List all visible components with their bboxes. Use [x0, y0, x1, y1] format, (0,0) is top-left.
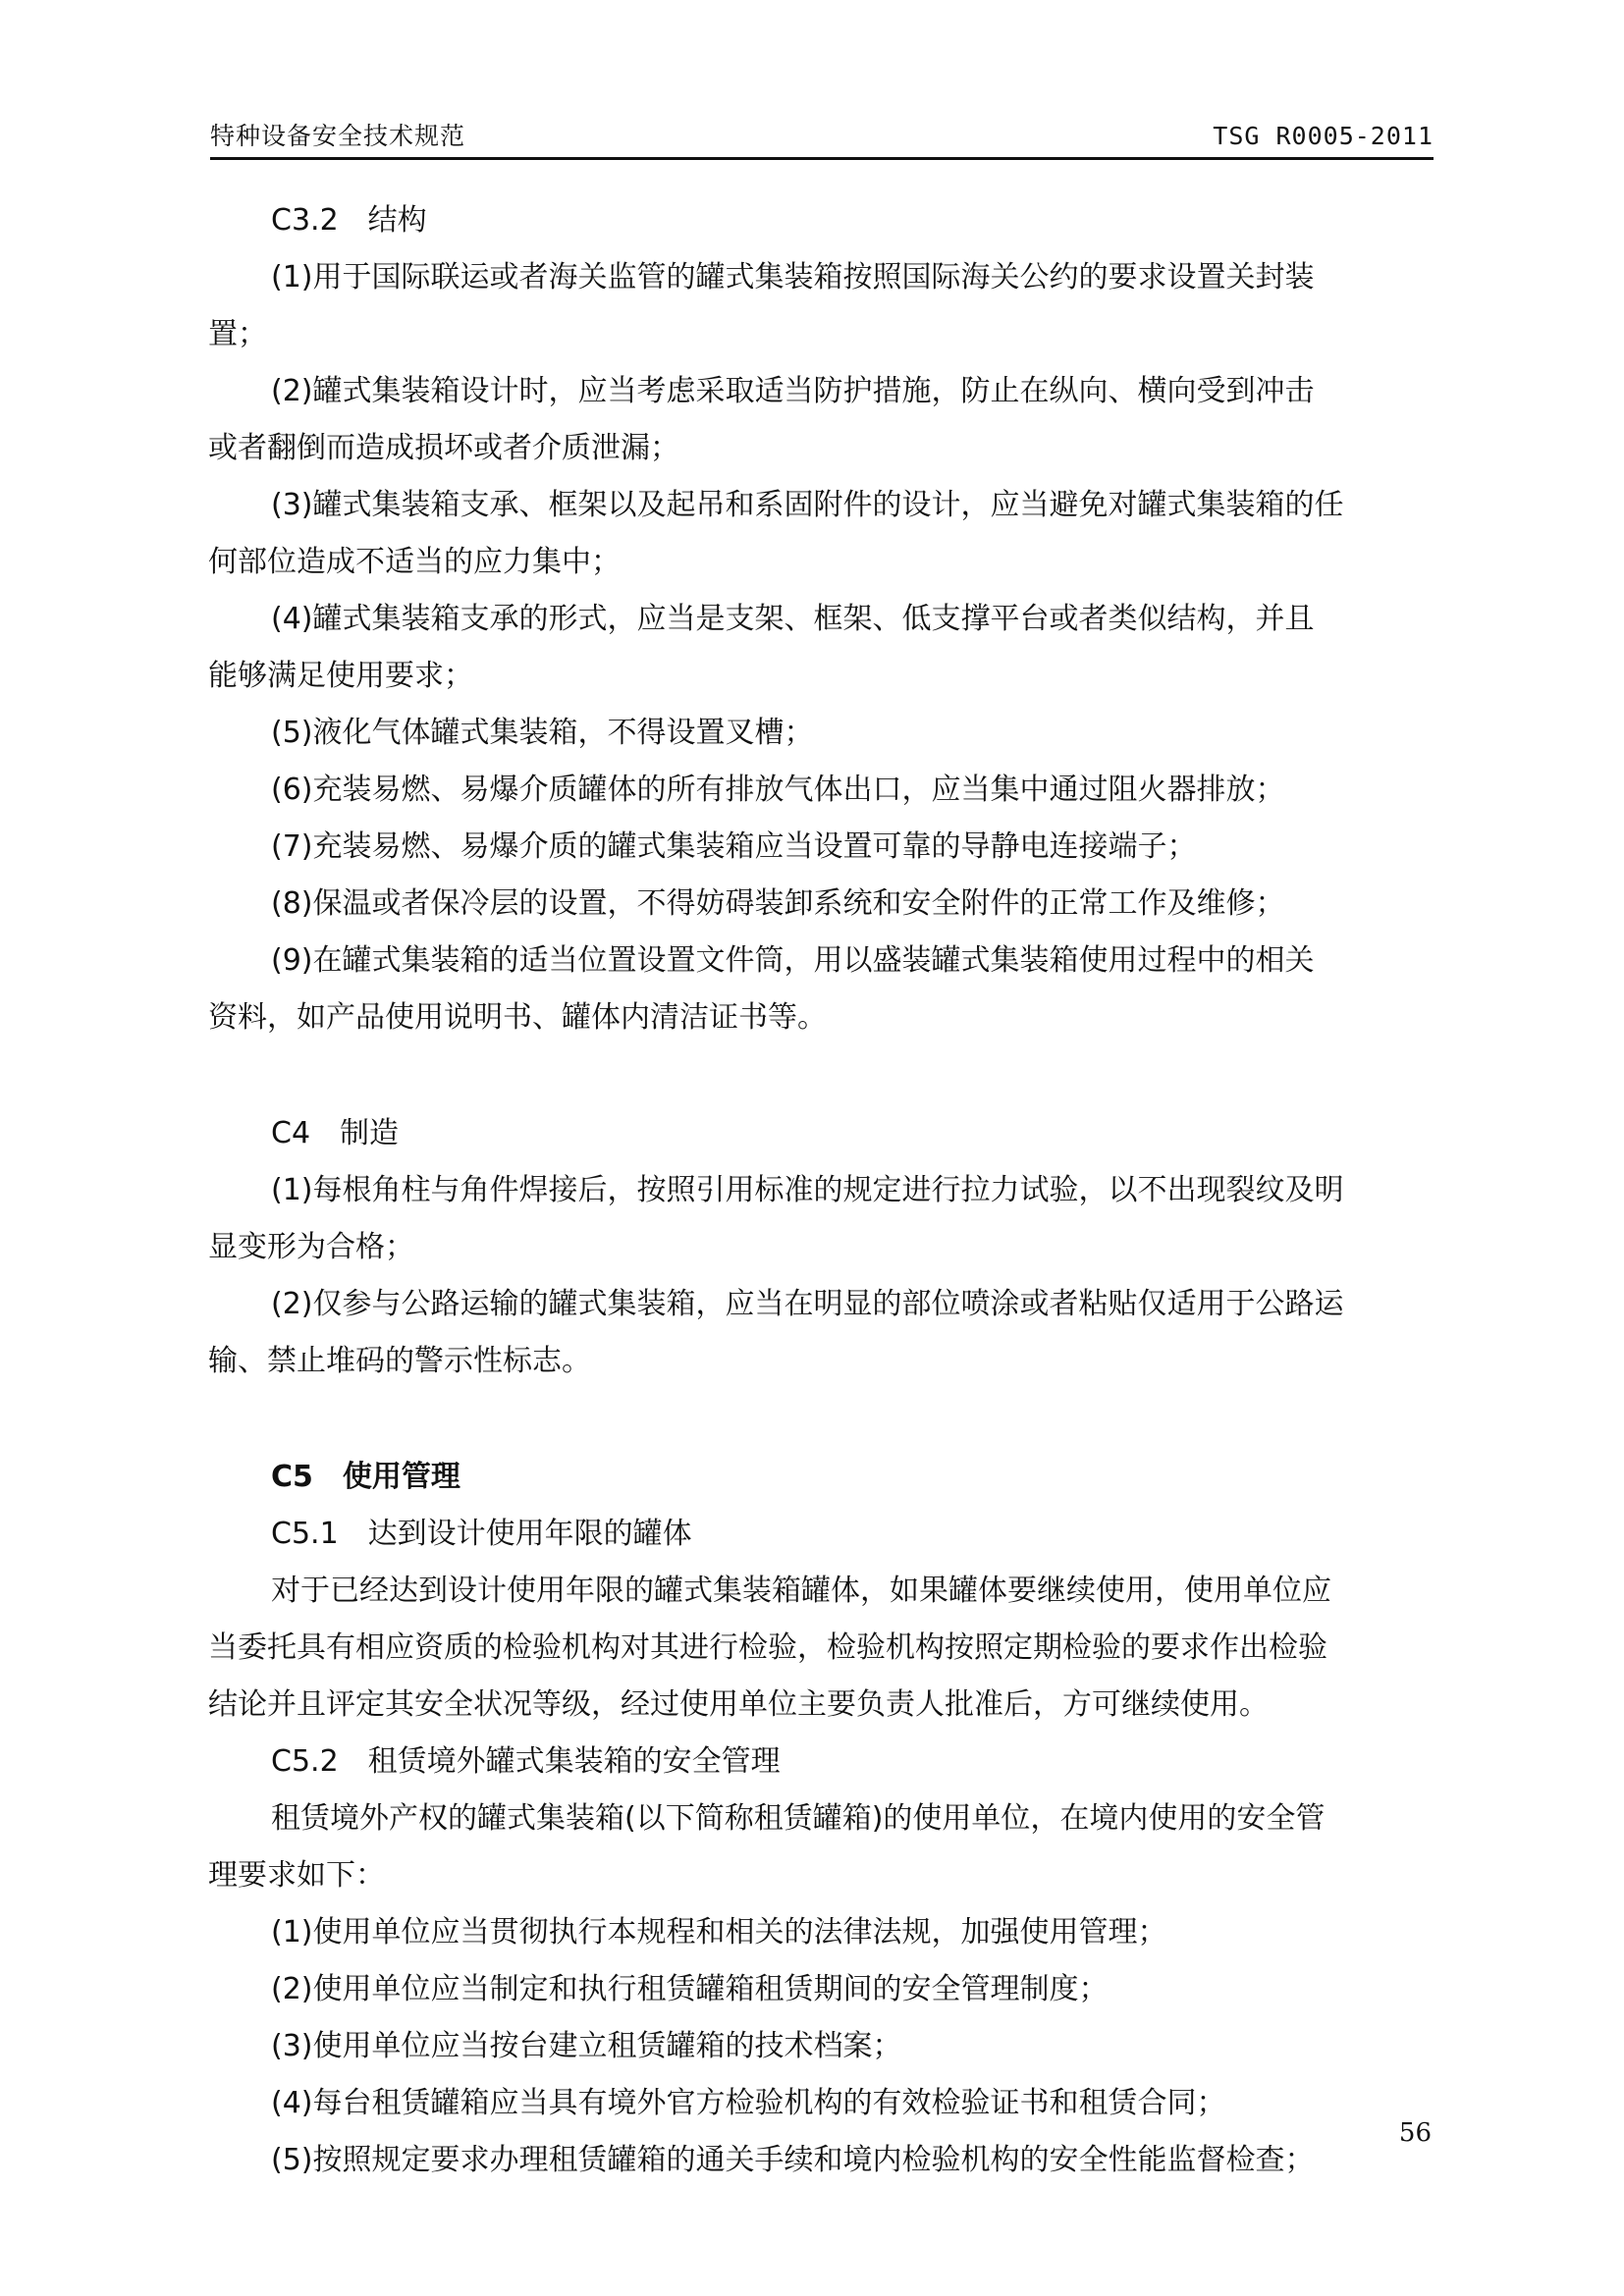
text-line: (5)按照规定要求办理租赁罐箱的通关手续和境内检验机构的安全性能监督检查； — [271, 2143, 1315, 2177]
header-standard-code: TSG R0005-2011 — [1213, 122, 1434, 150]
text-line: 资料，如产品使用说明书、罐体内清洁证书等。 — [208, 1000, 827, 1035]
section-heading: C5.2 租赁境外罐式集装箱的安全管理 — [271, 1744, 781, 1779]
text-line: 显变形为合格； — [208, 1230, 414, 1264]
section-heading: C4 制造 — [271, 1116, 400, 1150]
section-gap — [208, 1390, 1435, 1449]
header-title: 特种设备安全技术规范 — [210, 122, 466, 150]
text-line: 结论并且评定其安全状况等级，经过使用单位主要负责人批准后，方可继续使用。 — [208, 1687, 1269, 1722]
text-line: 理要求如下： — [208, 1858, 385, 1893]
text-line: (9)在罐式集装箱的适当位置设置文件筒，用以盛装罐式集装箱使用过程中的相关 — [271, 943, 1315, 978]
text-line: 何部位造成不适当的应力集中； — [208, 545, 621, 579]
section-heading: C5.1 达到设计使用年限的罐体 — [271, 1517, 692, 1551]
text-line: (7)充装易燃、易爆介质的罐式集装箱应当设置可靠的导静电连接端子； — [271, 829, 1197, 864]
text-line: (3)罐式集装箱支承、框架以及起吊和系固附件的设计，应当避免对罐式集装箱的任 — [271, 488, 1344, 522]
section-heading: C5 使用管理 — [271, 1460, 460, 1494]
text-line: (2)罐式集装箱设计时，应当考虑采取适当防护措施，防止在纵向、横向受到冲击 — [271, 374, 1315, 408]
text-line: (5)液化气体罐式集装箱，不得设置叉槽； — [271, 716, 814, 750]
text-line: (2)仅参与公路运输的罐式集装箱，应当在明显的部位喷涂或者粘贴仅适用于公路运 — [271, 1287, 1344, 1321]
text-line: (1)用于国际联运或者海关监管的罐式集装箱按照国际海关公约的要求设置关封装 — [271, 260, 1315, 294]
text-line: 对于已经达到设计使用年限的罐式集装箱罐体，如果罐体要继续使用，使用单位应 — [271, 1574, 1331, 1608]
section-gap — [208, 1046, 1435, 1105]
text-line: (4)每台租赁罐箱应当具有境外官方检验机构的有效检验证书和租赁合同； — [271, 2086, 1226, 2120]
text-line: (3)使用单位应当按台建立租赁罐箱的技术档案； — [271, 2029, 902, 2063]
section-heading: C3.2 结构 — [271, 203, 427, 238]
text-line: (6)充装易燃、易爆介质罐体的所有排放气体出口，应当集中通过阻火器排放； — [271, 773, 1285, 807]
text-line: (1)使用单位应当贯彻执行本规程和相关的法律法规，加强使用管理； — [271, 1915, 1167, 1949]
text-line: (8)保温或者保冷层的设置，不得妨碍装卸系统和安全附件的正常工作及维修； — [271, 886, 1285, 921]
text-line: (1)每根角柱与角件焊接后，按照引用标准的规定进行拉力试验，以不出现裂纹及明 — [271, 1173, 1344, 1207]
text-line: 置； — [208, 317, 267, 351]
page-number: 56 — [1398, 2118, 1432, 2148]
text-line: (2)使用单位应当制定和执行租赁罐箱租赁期间的安全管理制度； — [271, 1972, 1109, 2006]
text-line: (4)罐式集装箱支承的形式，应当是支架、框架、低支撑平台或者类似结构，并且 — [271, 602, 1315, 636]
text-line: 租赁境外产权的罐式集装箱(以下简称租赁罐箱)的使用单位，在境内使用的安全管 — [271, 1801, 1326, 1836]
text-line: 能够满足使用要求； — [208, 659, 473, 693]
running-header — [210, 118, 1434, 160]
text-line: 当委托具有相应资质的检验机构对其进行检验，检验机构按照定期检验的要求作出检验 — [208, 1630, 1327, 1665]
text-line: 输、禁止堆码的警示性标志。 — [208, 1344, 591, 1378]
text-line: 或者翻倒而造成损坏或者介质泄漏； — [208, 431, 679, 465]
document-body — [208, 192, 1435, 2189]
